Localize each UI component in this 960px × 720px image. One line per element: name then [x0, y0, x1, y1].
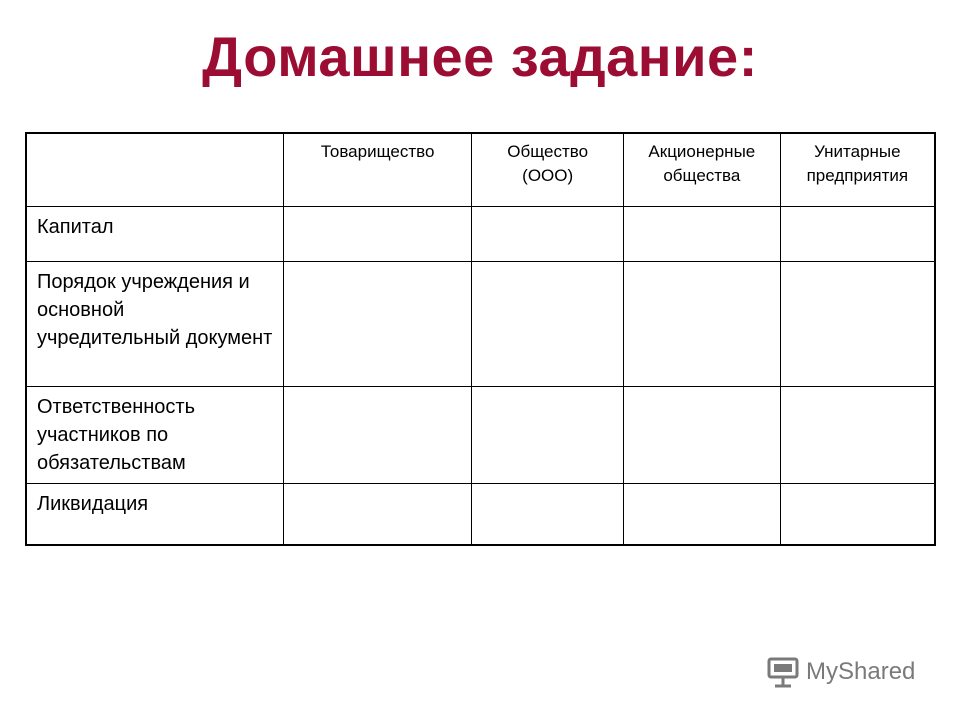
table-row — [26, 262, 935, 387]
table-cell — [472, 207, 624, 262]
presentation-board-icon — [766, 656, 800, 688]
table-cell — [283, 207, 472, 262]
table-header-row — [26, 133, 935, 207]
row-label-capital: Капитал — [26, 207, 283, 262]
myshared-watermark — [766, 656, 915, 688]
row-label-liquidation: Ликвидация — [26, 484, 283, 546]
column-header-partnership: Товарищество — [283, 133, 472, 207]
homework-table — [25, 132, 936, 546]
slide-title: Домашнее задание: — [202, 25, 758, 88]
table-cell — [780, 484, 935, 546]
table-cell — [623, 484, 780, 546]
table-cell — [623, 387, 780, 484]
table-cell — [472, 484, 624, 546]
table-row — [26, 387, 935, 484]
table-row — [26, 207, 935, 262]
table-cell — [623, 207, 780, 262]
column-header-unitary: Унитарные предприятия — [780, 133, 935, 207]
table-cell — [780, 207, 935, 262]
row-label-founding: Порядок учреждения и основной учредительный документ — [26, 262, 283, 387]
column-header-joint-stock: Акционерные общества — [623, 133, 780, 207]
watermark-text: MyShared — [806, 658, 916, 685]
table-cell — [623, 262, 780, 387]
table-cell — [780, 262, 935, 387]
table-row — [26, 484, 935, 546]
table-cell — [780, 387, 935, 484]
row-label-liability: Ответственность участников по обязательствам — [26, 387, 283, 484]
header-corner-cell — [26, 133, 283, 207]
table-cell — [283, 387, 472, 484]
table-cell — [283, 262, 472, 387]
table-cell — [472, 262, 624, 387]
table-cell — [472, 387, 624, 484]
table-cell — [283, 484, 472, 546]
column-header-llc: Общество (ООО) — [472, 133, 624, 207]
